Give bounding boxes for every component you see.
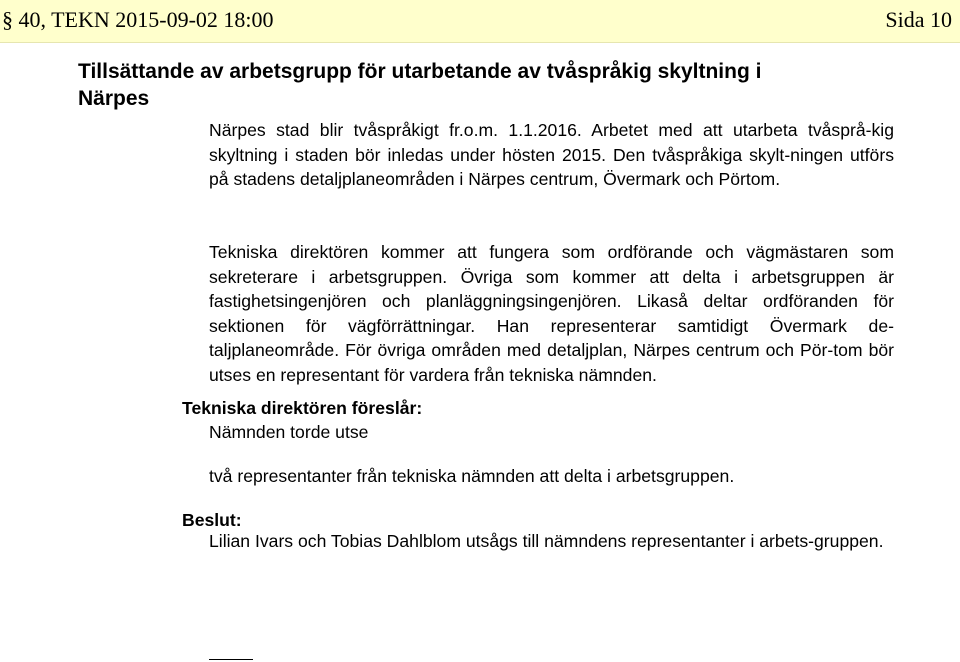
page-header [0,0,960,43]
decision-label: Beslut: [182,510,242,530]
footer-rule [209,659,253,660]
decision-text: Lilian Ivars och Tobias Dahlblom utsågs till nämndens representanter i arbets-gruppen. [209,531,884,551]
page-number: Sida 10 [885,7,952,32]
document-title: Tillsättande av arbetsgrupp för utarbetande av tvåspråkig skyltning i Närpes [78,60,762,110]
section-reference: § 40, TEKN 2015-09-02 18:00 [2,7,274,32]
proposal-line-2: två representanter från tekniska nämnden att delta i arbetsgruppen. [209,466,735,486]
proposal-label: Tekniska direktören föreslår: [182,398,423,418]
proposal-line-1: Nämnden torde utse [209,422,369,442]
paragraph-background: Närpes stad blir tvåspråkigt fr.o.m. 1.1.2016. Arbetet med att utarbeta tvåsprå-kig skyltning i staden bör inledas under hösten 2015. Den tvåspråkiga skylt-ningen utförs på stadens detaljplaneområden i Närpes centrum, Övermark och Pörtom. [209,120,894,189]
paragraph-composition: Tekniska direktören kommer att fungera som ordförande och vägmästaren som sekreterare i arbetsgruppen. Övriga som kommer att delta i arbetsgruppen är fastighetsingenjören och planläggningsingenjören. Likaså deltar ordföranden för sektionen för vägförrättningar. Han representerar samtidigt Övermark de-taljplaneområde. För övriga områden med detaljplan, Närpes centrum och Pör-tom bör utses en representant för vardera från tekniska nämnden. [209,242,894,385]
